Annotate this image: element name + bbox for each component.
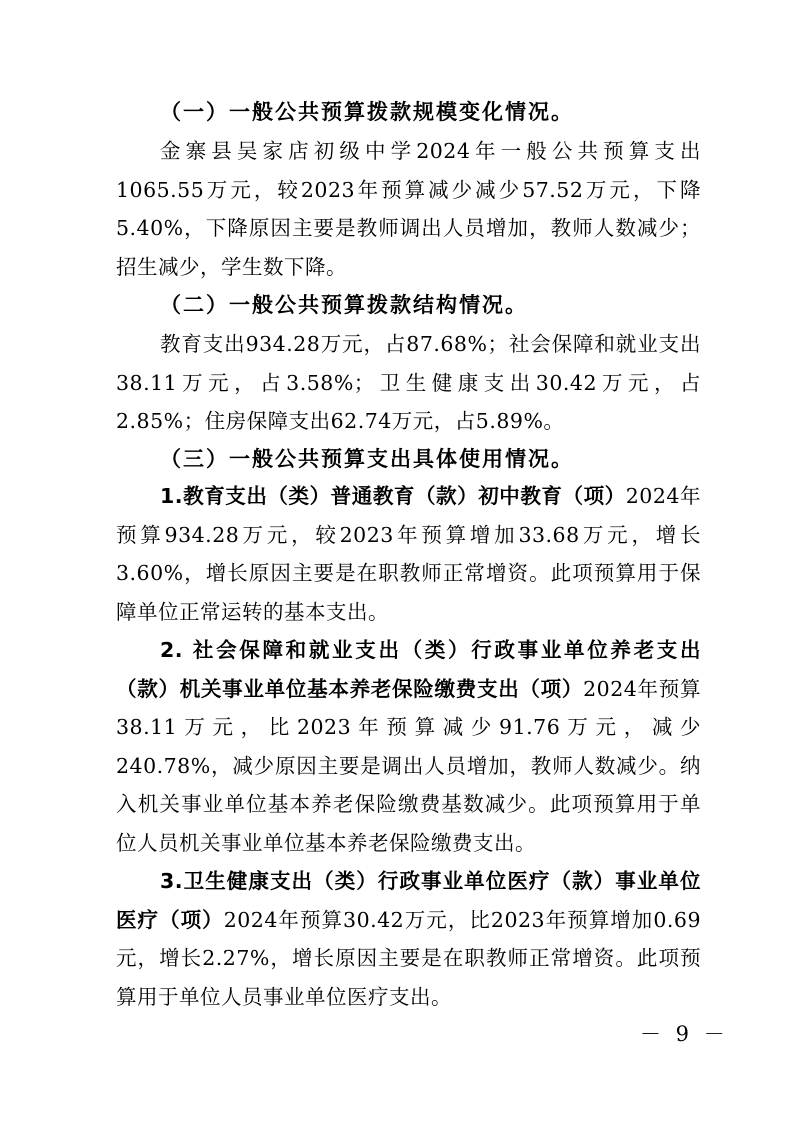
paragraph-budget-structure: 教育支出934.28万元，占87.68%；社会保障和就业支出38.11万元，占3.58%；卫生健康支出30.42万元，占2.85%；住房保障支出62.74万元，占5.89%。 xyxy=(116,332,701,433)
paragraph-social-security-expense xyxy=(116,631,701,862)
paragraph-education-expense xyxy=(116,477,701,631)
section-heading-1: （一）一般公共预算拨款规模变化情况。 xyxy=(160,100,574,124)
section-heading-3: （三）一般公共预算支出具体使用情况。 xyxy=(160,447,574,471)
paragraph-budget-scale: 金寨县吴家店初级中学2024年一般公共预算支出1065.55万元，较2023年预算减少减少57.52万元，下降5.40%，下降原因主要是教师调出人员增加，教师人数减少；招生减少，学生数下降。 xyxy=(116,139,701,279)
health-expense-lead: 3.卫生健康支出（类）行政事业单位医疗（款）事业单位医疗（项） xyxy=(116,869,701,932)
paragraph-health-expense xyxy=(116,862,701,1016)
education-expense-lead: 1.教育支出（类）普通教育（款）初中教育（项） xyxy=(160,484,626,508)
education-expense-body: 2024年预算934.28万元，较2023年预算增加33.68万元，增长3.60%，增长原因主要是在职教师正常增资。此项预算用于保障单位正常运转的基本支出。 xyxy=(116,484,701,624)
health-expense-body: 2024年预算30.42万元，比2023年预算增加0.69元，增长2.27%，增长原因主要是在职教师正常增资。此项预算用于单位人员事业单位医疗支出。 xyxy=(116,907,701,1009)
section-heading-2: （二）一般公共预算拨款结构情况。 xyxy=(160,293,528,317)
social-security-expense-lead: 2. 社会保障和就业支出（类）行政事业单位养老支出（款）机关事业单位基本养老保险缴费支出（项） xyxy=(116,638,701,701)
social-security-expense-body: 2024年预算38.11万元，比2023年预算减少91.76万元，减少240.78%，减少原因主要是调出人员增加，教师人数减少。纳入机关事业单位基本养老保险缴费基数减少。此项预算用于单位人员机关事业单位基本养老保险缴费支出。 xyxy=(116,676,702,855)
page-number: － 9 － xyxy=(640,1022,729,1046)
